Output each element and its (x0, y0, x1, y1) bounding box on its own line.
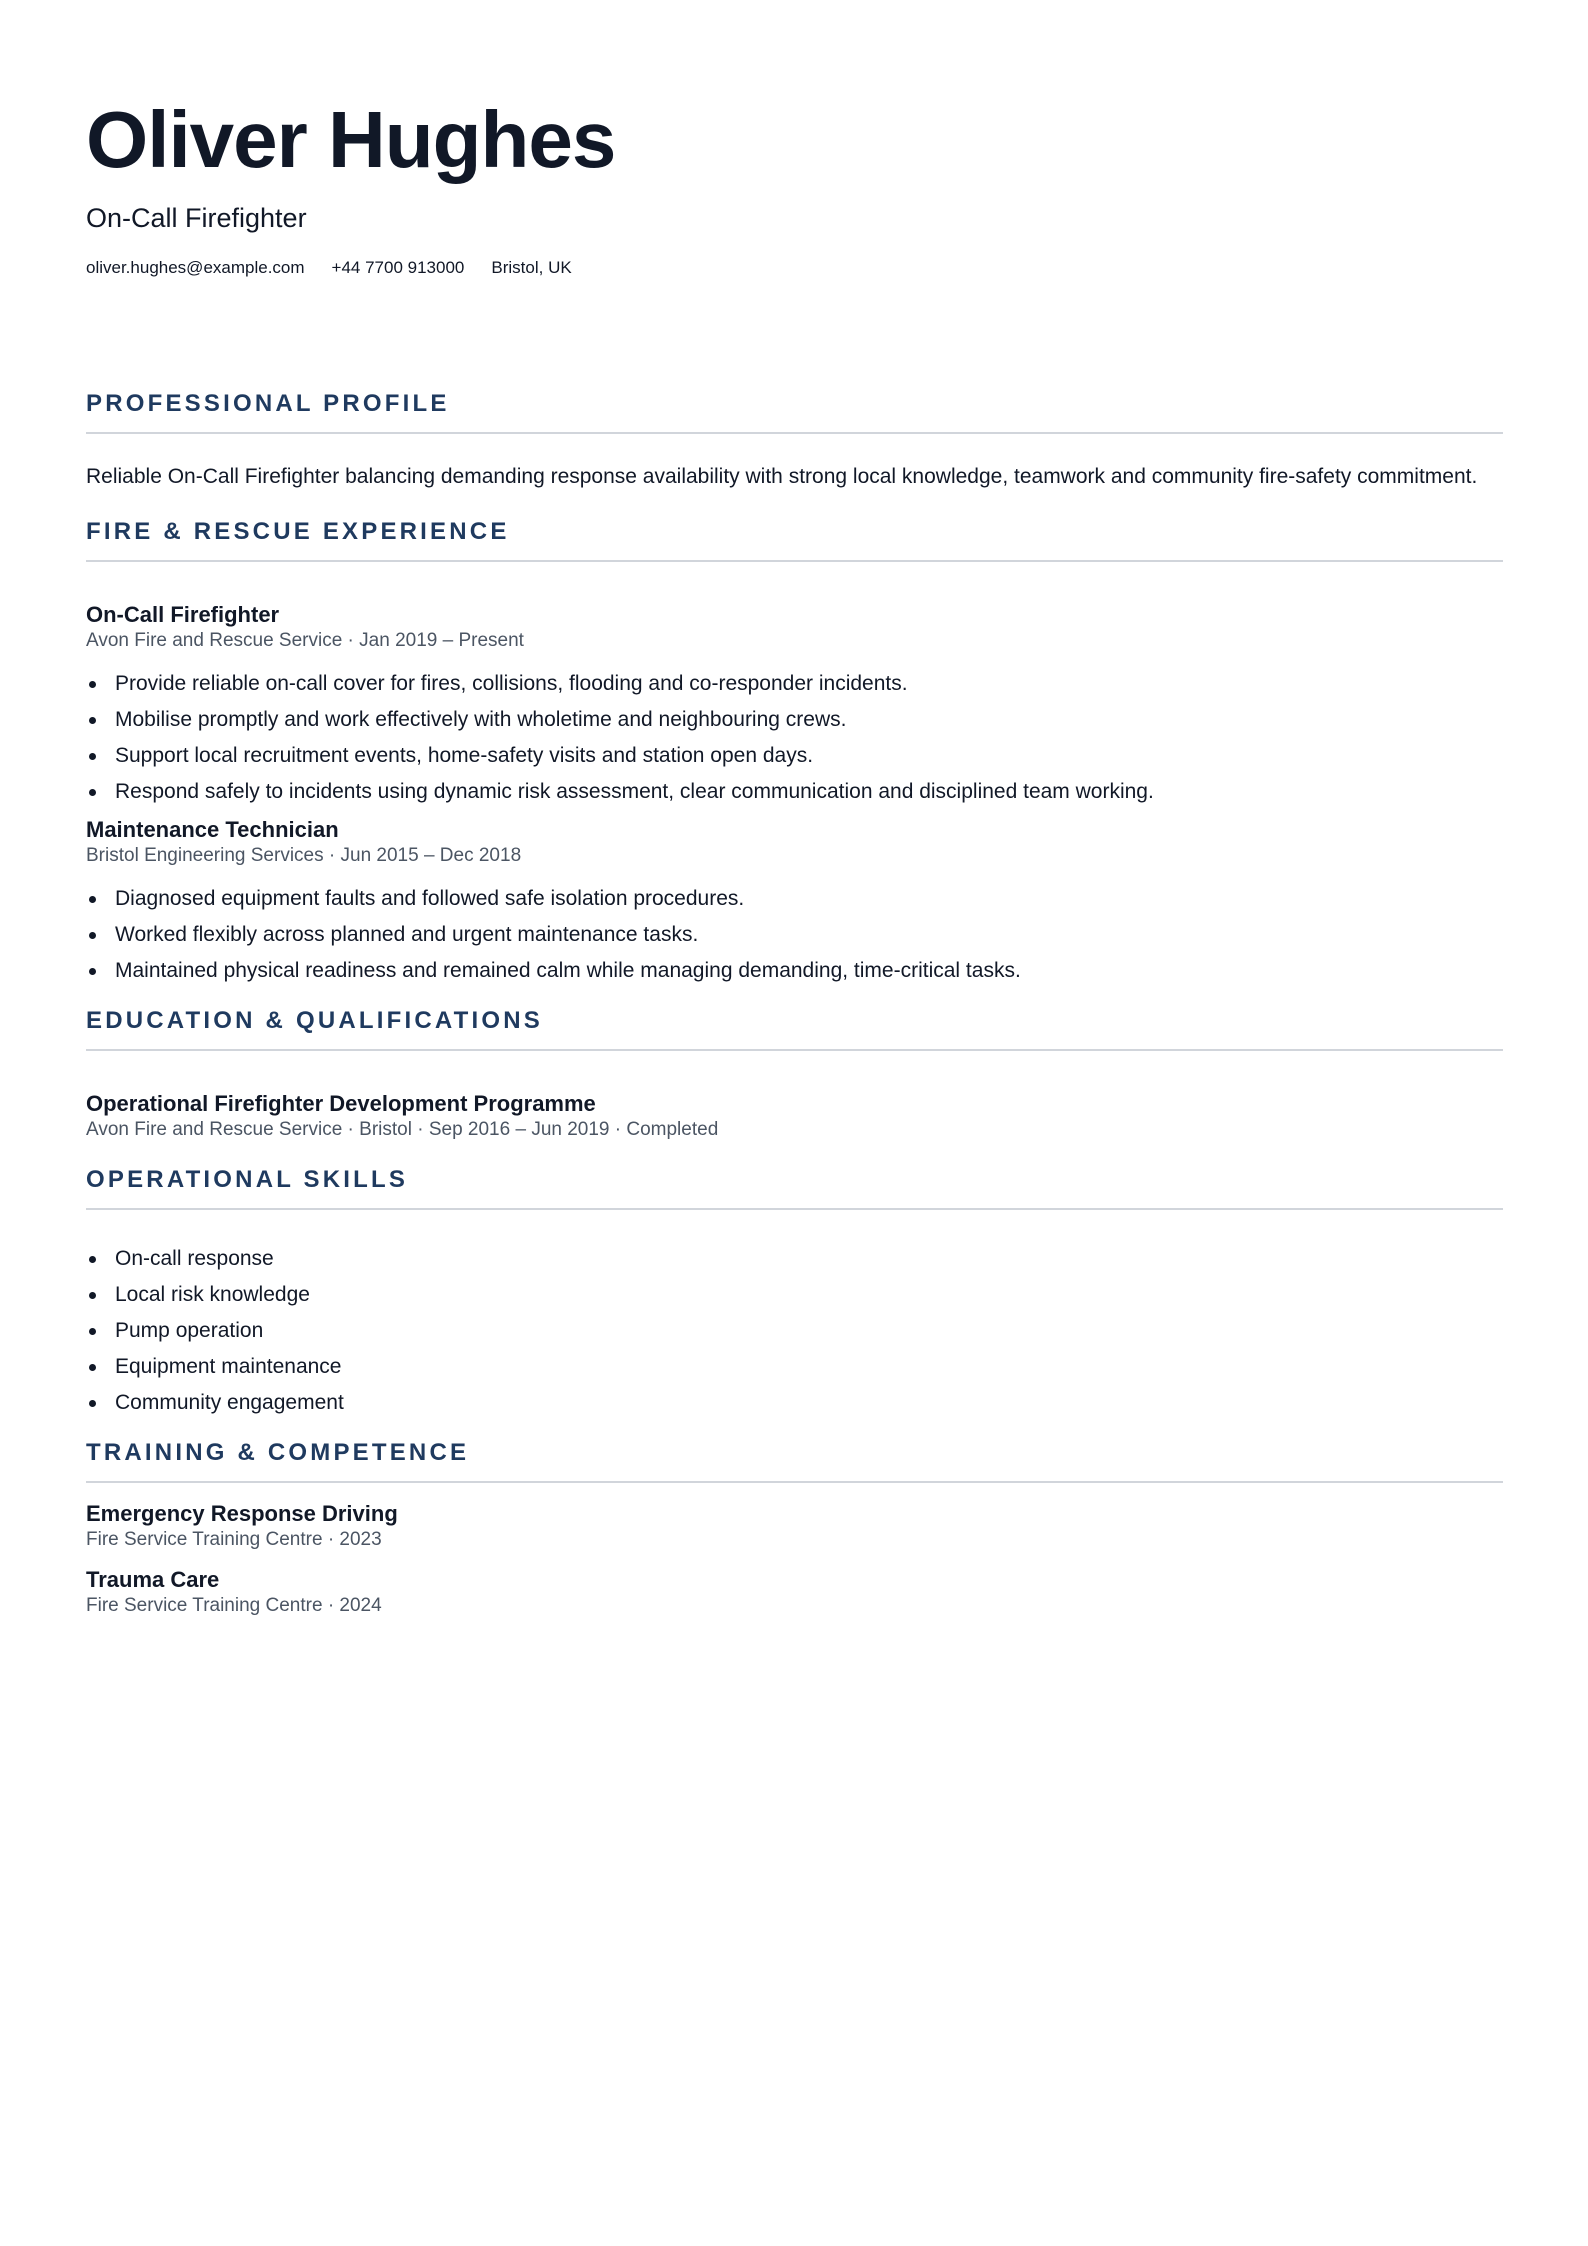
education-title: Operational Firefighter Development Programme (86, 1091, 596, 1116)
experience-section (86, 517, 1503, 983)
job-bullet: Respond safely to incidents using dynamic risk assessment, clear communication and disciplined team working. (86, 779, 1503, 804)
job-bullet: Support local recruitment events, home-safety visits and station open days. (86, 743, 1503, 768)
section-title-training: TRAINING & COMPETENCE (86, 1438, 1503, 1483)
education-meta: Avon Fire and Rescue Service · Bristol · Sep 2016 – Jun 2019 · Completed (86, 1119, 719, 1140)
training-title: Emergency Response Driving (86, 1501, 398, 1526)
job-entry (86, 601, 1503, 804)
skills-section (86, 1165, 1503, 1415)
contact-line (86, 257, 1503, 279)
skill-item: Local risk knowledge (86, 1282, 1503, 1307)
skill-item: Pump operation (86, 1318, 1503, 1343)
education-entry (86, 1090, 1503, 1142)
job-bullet: Mobilise promptly and work effectively with wholetime and neighbouring crews. (86, 707, 1503, 732)
section-title-skills: OPERATIONAL SKILLS (86, 1165, 1503, 1210)
section-title-profile: PROFESSIONAL PROFILE (86, 389, 1503, 434)
training-meta: Fire Service Training Centre · 2024 (86, 1595, 382, 1616)
job-entry (86, 816, 1503, 983)
profile-summary: Reliable On-Call Firefighter balancing demanding response availability with strong local knowledge, teamwork and community fire-safety commitment. (86, 465, 1478, 488)
training-entry (86, 1500, 1503, 1552)
job-bullet: Maintained physical readiness and remained calm while managing demanding, time-critical tasks. (86, 958, 1503, 983)
section-title-experience: FIRE & RESCUE EXPERIENCE (86, 517, 1503, 562)
job-title: Maintenance Technician (86, 817, 339, 842)
education-section (86, 1006, 1503, 1142)
contact-email: oliver.hughes@example.com (86, 258, 305, 277)
job-bullet: Worked flexibly across planned and urgent maintenance tasks. (86, 922, 1503, 947)
skills-list (86, 1246, 1503, 1415)
job-bullet: Provide reliable on-call cover for fires, collisions, flooding and co-responder incidents. (86, 671, 1503, 696)
candidate-role: On-Call Firefighter (86, 203, 307, 233)
job-meta: Avon Fire and Rescue Service · Jan 2019 – Present (86, 630, 524, 651)
contact-phone: +44 7700 913000 (331, 258, 465, 277)
candidate-name: Oliver Hughes (86, 95, 616, 184)
training-title: Trauma Care (86, 1567, 220, 1592)
job-bullets (86, 671, 1503, 804)
job-meta: Bristol Engineering Services · Jun 2015 – Dec 2018 (86, 845, 522, 866)
training-meta: Fire Service Training Centre · 2023 (86, 1529, 382, 1550)
job-bullets (86, 886, 1503, 983)
contact-location: Bristol, UK (491, 258, 572, 277)
job-title: On-Call Firefighter (86, 602, 280, 627)
job-bullet: Diagnosed equipment faults and followed safe isolation procedures. (86, 886, 1503, 911)
skill-item: Equipment maintenance (86, 1354, 1503, 1379)
training-entry (86, 1566, 1503, 1618)
profile-section (86, 389, 1503, 491)
training-section (86, 1438, 1503, 1618)
section-title-education: EDUCATION & QUALIFICATIONS (86, 1006, 1503, 1051)
resume-header (86, 0, 1503, 279)
skill-item: On-call response (86, 1246, 1503, 1271)
skill-item: Community engagement (86, 1390, 1503, 1415)
